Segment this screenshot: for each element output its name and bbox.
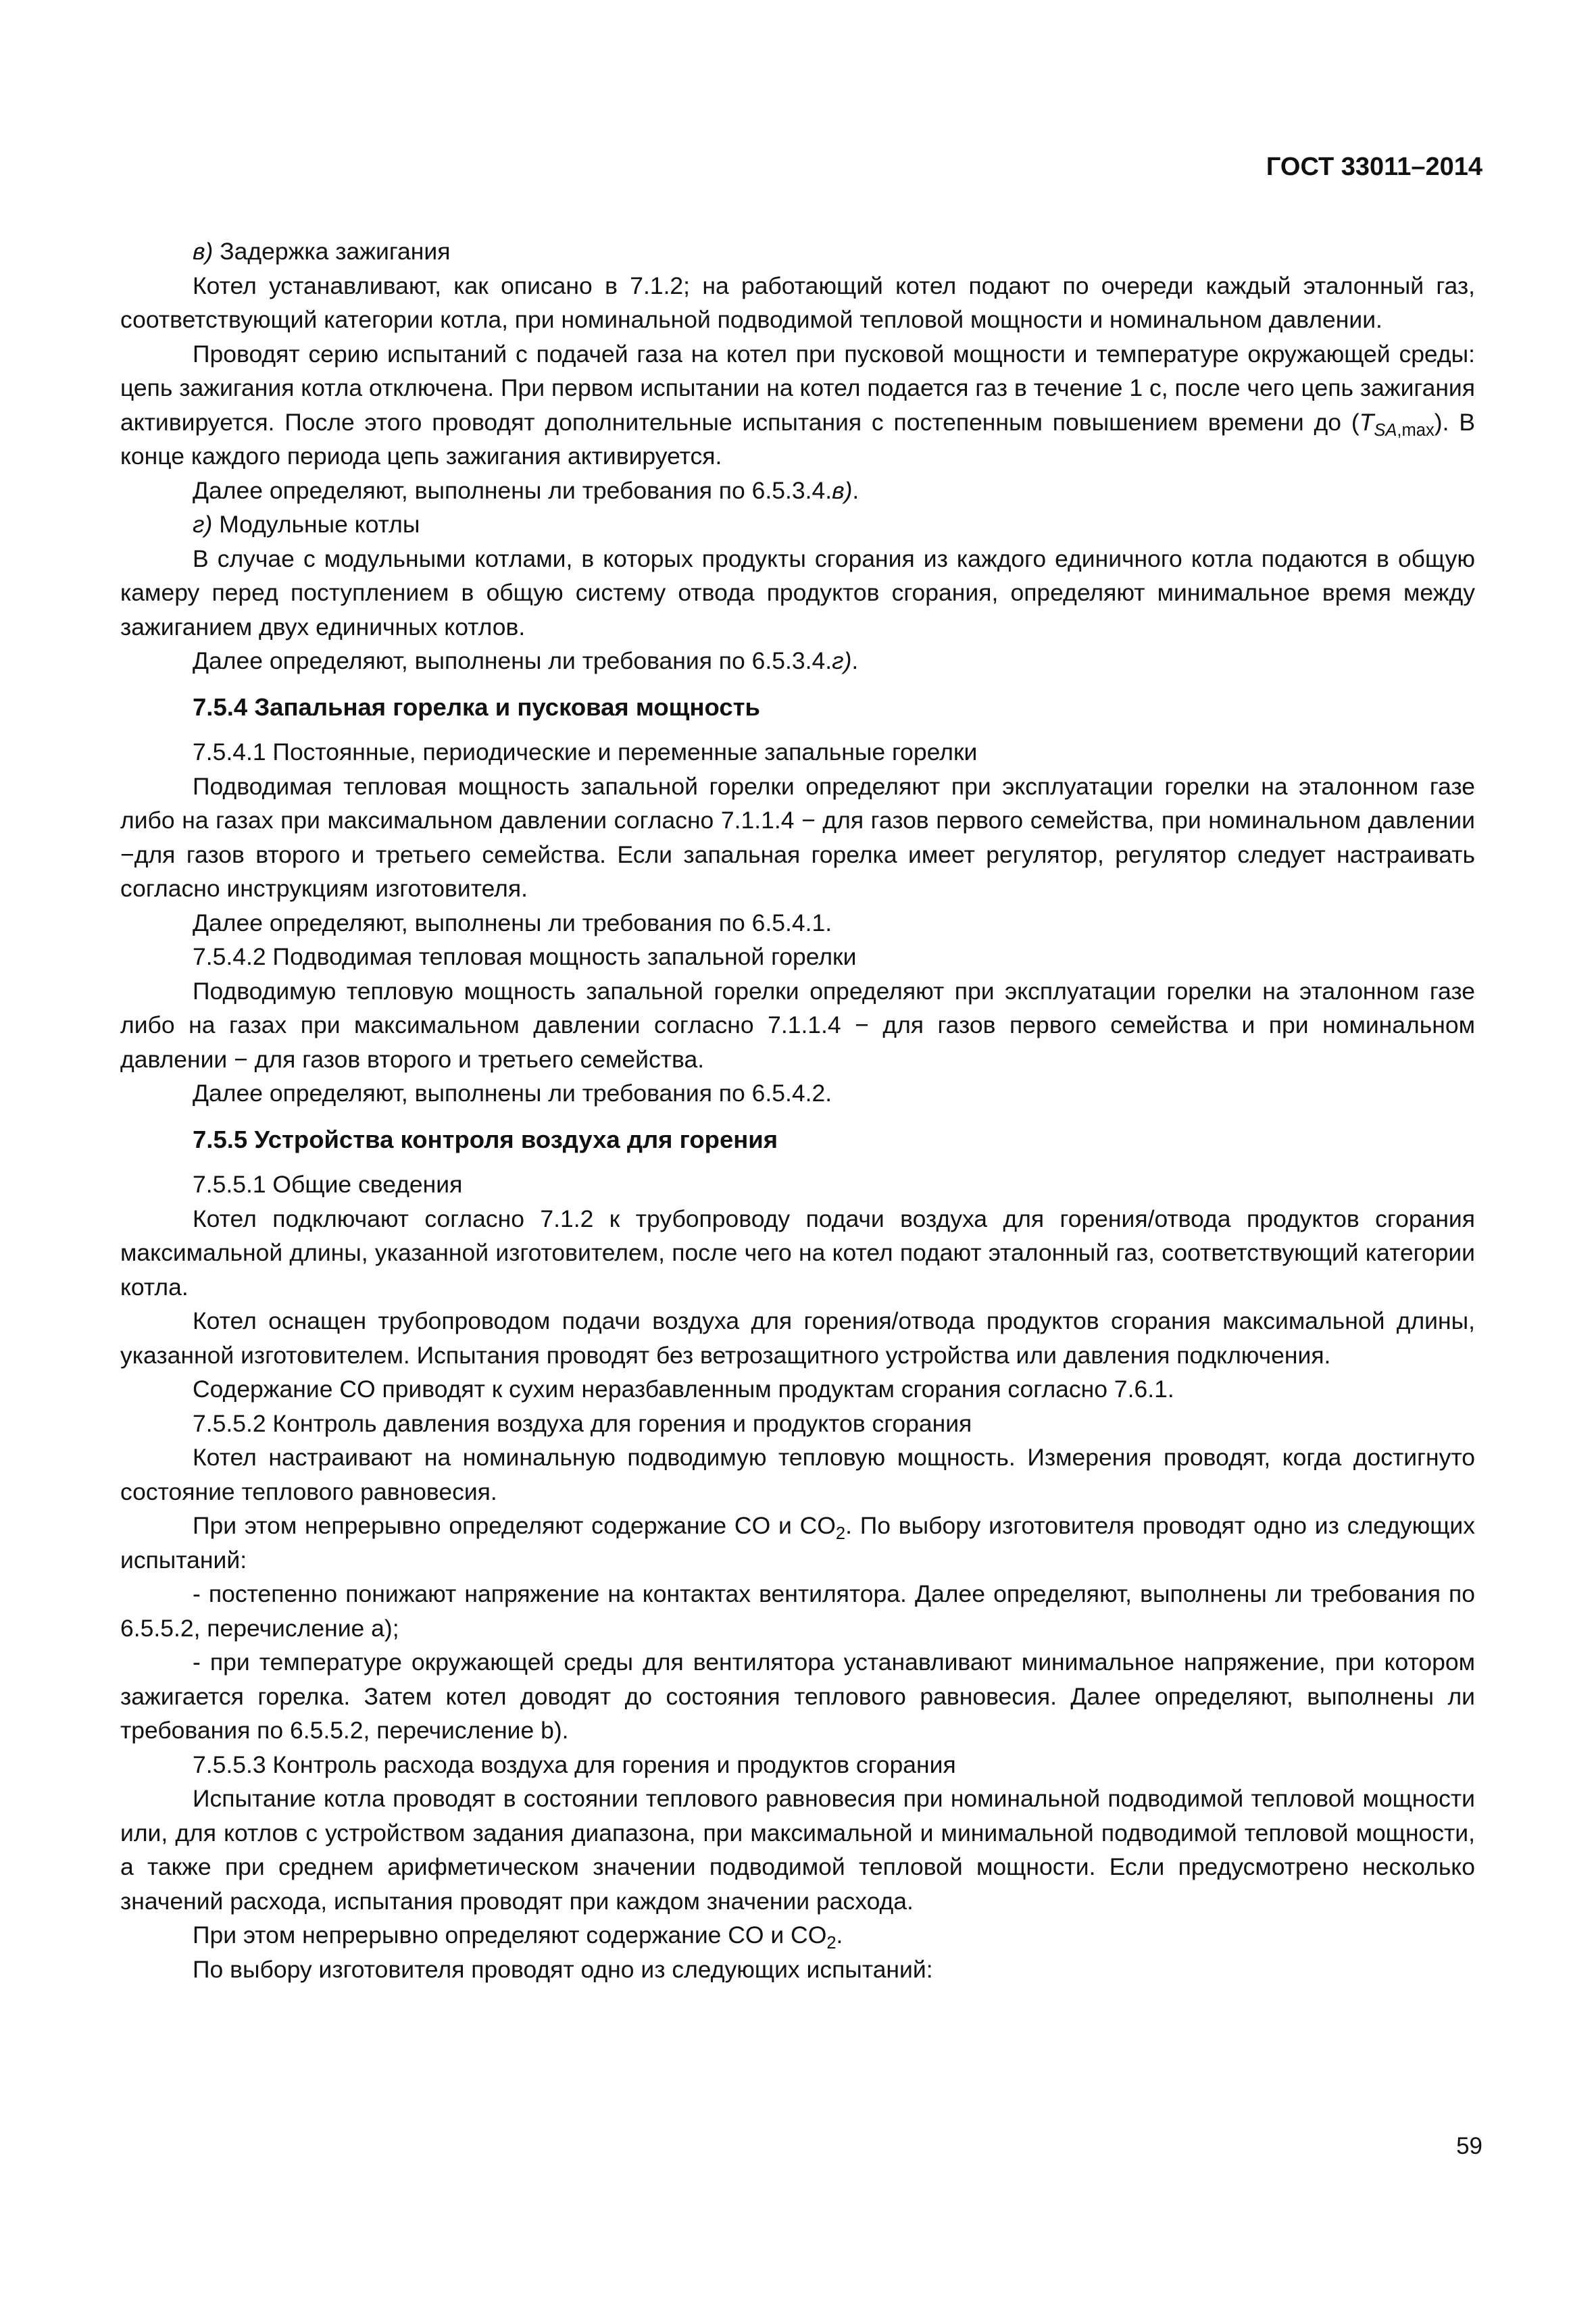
subscript-italic: SA <box>1374 420 1397 440</box>
paragraph: Котел настраивают на номинальную подводимую тепловую мощность. Измерения проводят, когда достигнуто состояние теплового равновесия. <box>120 1444 1475 1505</box>
item-title: Задержка зажигания <box>213 238 451 265</box>
text-run: При этом непрерывно определяют содержание CO и CO <box>193 1921 827 1948</box>
text-run: . <box>836 1921 843 1948</box>
subscript: 2 <box>826 1934 837 1953</box>
paragraph: Котел подключают согласно 7.1.2 к трубопроводу подачи воздуха для горения/отвода продуктов сгорания максимальной длины, указанной изготовителем, после чего на котел подают эталонный газ, соответствующий категории котла. <box>120 1205 1475 1301</box>
document-code-header: ГОСТ 33011–2014 <box>1266 153 1482 181</box>
subsection-title: 7.5.4.2 Подводимая тепловая мощность запальной горелки <box>193 943 857 970</box>
item-title: Модульные котлы <box>212 511 420 538</box>
text-run: При этом непрерывно определяют содержание CO и CO <box>193 1512 836 1539</box>
page-number: 59 <box>1456 2133 1482 2159</box>
reference-italic: в) <box>832 476 853 504</box>
paragraph <box>120 1918 1475 1953</box>
paragraph: Подводимую тепловую мощность запальной горелки определяют при эксплуатации горелки на эталонном газе либо на газах при максимальном давлении согласно 7.1.1.4 − для газов первого семейства и при номинальном давлении − для газов второго и третьего семейства. <box>120 977 1475 1073</box>
item-marker: г) <box>193 511 213 538</box>
text-run: . <box>851 647 859 674</box>
paragraph: Котел оснащен трубопроводом подачи воздуха для горения/отвода продуктов сгорания максимальной длины, указанной изготовителем. Испытания проводят без ветрозащитного устройства или давления подключения. <box>120 1307 1475 1369</box>
subsection-title: 7.5.5.1 Общие сведения <box>193 1171 463 1198</box>
symbol-t: T <box>1359 408 1374 436</box>
paragraph <box>120 644 1475 678</box>
text-run: . По выбору изготовителя проводят одно из следующих испытаний: <box>120 1512 1475 1574</box>
paragraph: В случае с модульными котлами, в которых продукты сгорания из каждого единичного котла подаются в общую камеру перед поступлением в общую систему отвода продуктов сгорания, определяют минимальное время между зажиганием двух единичных котлов. <box>120 545 1475 640</box>
subscript-plain: ,max <box>1397 420 1435 440</box>
paragraph: Испытание котла проводят в состоянии теплового равновесия при номинальной подводимой тепловой мощности или, для котлов с устройством задания диапазона, при максимальной и минимальной подводимой тепловой мощности, а также при среднем арифметическом значении подводимой тепловой мощности. Если предусмотрено несколько значений расхода, испытания проводят при каждом значении расхода. <box>120 1785 1475 1915</box>
subsection-title: 7.5.5.2 Контроль давления воздуха для горения и продуктов сгорания <box>193 1409 972 1437</box>
paragraph <box>120 337 1475 474</box>
paragraph: Котел устанавливают, как описано в 7.1.2; на работающий котел подают по очереди каждый эталонный газ, соответствующий категории котла, при номинальной подводимой тепловой мощности и номинальном давлении. <box>120 272 1475 333</box>
text-run: Далее определяют, выполнены ли требования по 6.5.3.4. <box>193 476 832 504</box>
paragraph <box>120 1509 1475 1577</box>
text-run: . <box>852 476 859 504</box>
subscript: 2 <box>835 1524 846 1544</box>
item-g-title <box>120 507 1475 542</box>
section-heading-7-5-4: 7.5.4 Запальная горелка и пусковая мощность <box>193 693 760 721</box>
text-run: ). В конце каждого периода цепь зажигания активируется. <box>120 408 1475 470</box>
item-marker: в) <box>193 238 214 265</box>
subscript <box>1374 421 1434 440</box>
list-item: - постепенно понижают напряжение на контактах вентилятора. Далее определяют, выполнены ли требования по 6.5.5.2, перечисление а); <box>120 1580 1475 1642</box>
paragraph: По выбору изготовителя проводят одно из следующих испытаний: <box>193 1955 933 1983</box>
paragraph: Содержание CO приводят к сухим неразбавленным продуктам сгорания согласно 7.6.1. <box>193 1376 1174 1403</box>
subsection-title: 7.5.4.1 Постоянные, периодические и переменные запальные горелки <box>193 738 978 765</box>
paragraph: Подводимая тепловая мощность запальной горелки определяют при эксплуатации горелки на эталонном газе либо на газах при максимальном давлении согласно 7.1.1.4 − для газов первого семейства, при номинальном давлении −для газов второго и третьего семейства. Если запальная горелка имеет регулятор, регулятор следует настраивать согласно инструкциям изготовителя. <box>120 772 1475 902</box>
item-v-title <box>120 234 1475 269</box>
list-item: - при температуре окружающей среды для вентилятора устанавливают минимальное напряжение, при котором зажигается горелка. Затем котел доводят до состояния теплового равновесия. Далее определяют, выполнены ли требования по 6.5.5.2, перечисление b). <box>120 1649 1475 1744</box>
page-body <box>120 234 1475 1986</box>
reference-italic: г) <box>832 647 852 674</box>
paragraph: Далее определяют, выполнены ли требования по 6.5.4.2. <box>193 1080 832 1107</box>
paragraph: Далее определяют, выполнены ли требования по 6.5.4.1. <box>193 909 832 936</box>
subsection-title: 7.5.5.3 Контроль расхода воздуха для горения и продуктов сгорания <box>193 1751 956 1778</box>
section-heading-7-5-5: 7.5.5 Устройства контроля воздуха для горения <box>193 1125 778 1153</box>
text-run: Далее определяют, выполнены ли требования по 6.5.3.4. <box>193 647 832 674</box>
text-run: Проводят серию испытаний с подачей газа на котел при пусковой мощности и температуре окружающей среды: цепь зажигания котла отключена. При первом испытании на котел подается газ в течение 1 с, после чего цепь зажигания активируется. После этого проводят дополнительные испытания с постепенным повышением времени до ( <box>120 340 1475 436</box>
paragraph <box>120 474 1475 508</box>
